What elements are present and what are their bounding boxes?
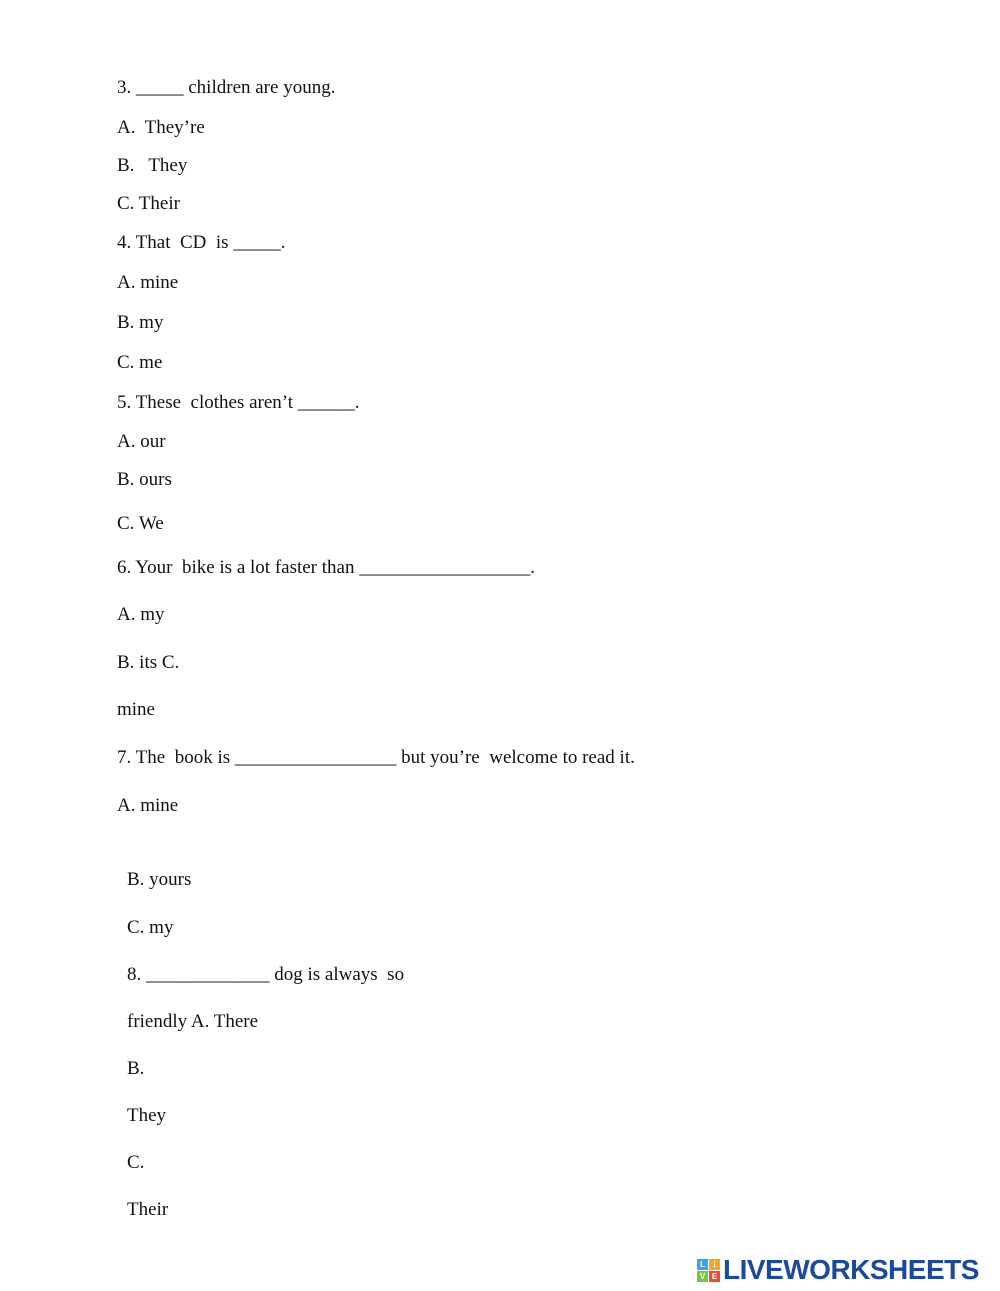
option-6a: A. my bbox=[117, 604, 165, 625]
logo-block-l: L bbox=[697, 1259, 708, 1270]
option-8c-text: Their bbox=[127, 1199, 169, 1220]
logo-block-e: E bbox=[709, 1271, 720, 1282]
option-5b: B. ours bbox=[117, 469, 172, 490]
option-7a: A. mine bbox=[117, 795, 179, 816]
option-8b-text: They bbox=[127, 1105, 167, 1126]
option-4c: C. me bbox=[117, 352, 163, 373]
question-5: 5. These clothes aren’t ______. bbox=[117, 392, 360, 413]
liveworksheets-logo bbox=[697, 1254, 979, 1286]
question-4: 4. That CD is _____. bbox=[117, 232, 286, 253]
question-8: 8. _____________ dog is always so bbox=[127, 964, 405, 985]
question-3: 3. _____ children are young. bbox=[117, 77, 336, 98]
question-8-cont-option-8a: friendly A. There bbox=[127, 1011, 259, 1032]
option-7b: B. yours bbox=[127, 869, 192, 890]
option-8c-label: C. bbox=[127, 1152, 145, 1173]
option-6b-6c: B. its C. bbox=[117, 652, 180, 673]
option-6c-text: mine bbox=[117, 699, 155, 720]
logo-block-i: I bbox=[709, 1259, 720, 1270]
logo-block-v: V bbox=[697, 1271, 708, 1282]
logo-blocks-icon bbox=[697, 1259, 720, 1282]
option-3a: A. They’re bbox=[117, 117, 205, 138]
option-7c: C. my bbox=[127, 917, 174, 938]
question-6: 6. Your bike is a lot faster than __________________. bbox=[117, 557, 535, 578]
logo-wordmark: LIVEWORKSHEETS bbox=[723, 1254, 979, 1285]
option-5a: A. our bbox=[117, 431, 166, 452]
option-4a: A. mine bbox=[117, 272, 179, 293]
option-8b-label: B. bbox=[127, 1058, 145, 1079]
option-5c: C. We bbox=[117, 513, 164, 534]
option-4b: B. my bbox=[117, 312, 164, 333]
option-3c: C. Their bbox=[117, 193, 180, 214]
option-3b: B. They bbox=[117, 155, 188, 176]
question-7: 7. The book is _________________ but you’re welcome to read it. bbox=[117, 747, 635, 768]
